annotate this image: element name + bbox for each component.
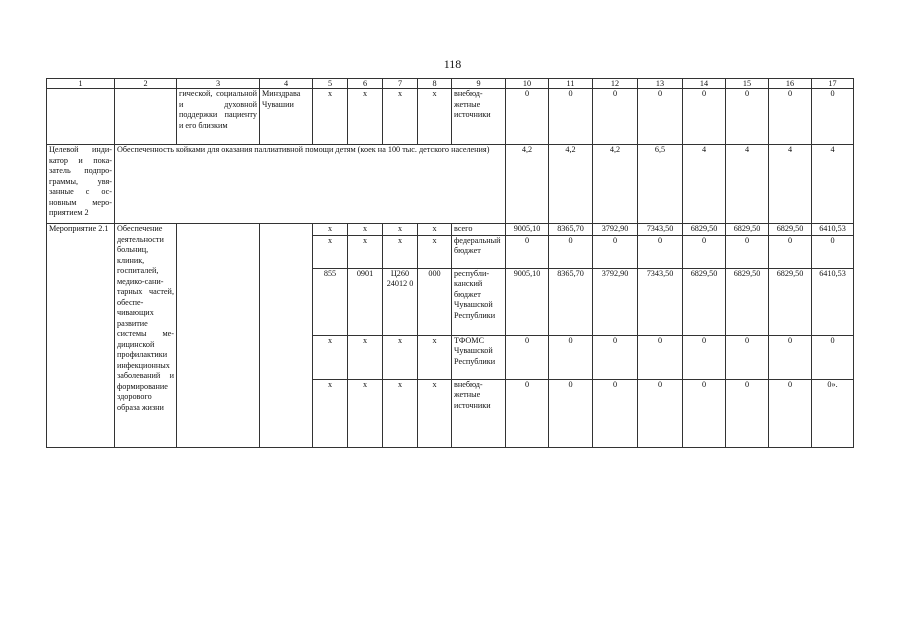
value-cell: 0 xyxy=(506,335,549,379)
column-header: 4 xyxy=(260,79,313,89)
value-cell: 0 xyxy=(726,89,769,145)
value-cell: 6829,50 xyxy=(726,268,769,335)
code-cell: х xyxy=(383,235,418,268)
value-cell: 6410,53 xyxy=(812,224,854,236)
code-cell: х xyxy=(348,224,383,236)
value-cell: 8365,70 xyxy=(549,268,593,335)
code-cell: х xyxy=(348,89,383,145)
value-cell: 0 xyxy=(726,335,769,379)
value-cell: 3792,90 xyxy=(593,268,638,335)
value-cell: 6410,53 xyxy=(812,268,854,335)
value-cell: 0 xyxy=(506,89,549,145)
column-header: 11 xyxy=(549,79,593,89)
column-header: 17 xyxy=(812,79,854,89)
value-cell: 0». xyxy=(812,379,854,447)
value-cell: 0 xyxy=(812,235,854,268)
measure-label: Мероприятие 2.1 xyxy=(47,224,115,448)
column-header: 5 xyxy=(313,79,348,89)
source-cell: внебюджетные источники xyxy=(452,89,506,145)
column-header: 7 xyxy=(383,79,418,89)
code-cell: 0901 xyxy=(348,268,383,335)
value-cell: 0 xyxy=(769,235,812,268)
value-cell: 6829,50 xyxy=(769,268,812,335)
value-cell: 0 xyxy=(549,379,593,447)
source-cell: всего xyxy=(452,224,506,236)
value-cell: 0 xyxy=(769,89,812,145)
source-cell: ТФОМС Чувашской Республики xyxy=(452,335,506,379)
value-cell: 4,2 xyxy=(506,145,549,224)
table-row xyxy=(47,224,854,236)
page-number: 118 xyxy=(443,57,462,71)
value-cell: 9005,10 xyxy=(506,268,549,335)
value-cell: 4,2 xyxy=(549,145,593,224)
value-cell: 4 xyxy=(769,145,812,224)
column-header: 16 xyxy=(769,79,812,89)
code-cell: х xyxy=(383,335,418,379)
value-cell: 0 xyxy=(638,335,683,379)
source-cell: республиканский бюджет Чувашской Республики xyxy=(452,268,506,335)
code-cell: х xyxy=(383,89,418,145)
value-cell: 4 xyxy=(812,145,854,224)
code-cell: 855 xyxy=(313,268,348,335)
value-cell: 0 xyxy=(506,379,549,447)
source-cell: федеральный бюджет xyxy=(452,235,506,268)
code-cell: х xyxy=(383,379,418,447)
column-header: 6 xyxy=(348,79,383,89)
table-row xyxy=(47,89,854,145)
column-header: 2 xyxy=(115,79,177,89)
measure-name: Обеспечение деятельности больниц, клиник, госпиталей, медико-санитарных частей, обеспечивающих развитие системы медицинской профилактики инфекционных заболеваний и формирование здорового образа жизни xyxy=(115,224,177,448)
value-cell: 0 xyxy=(549,335,593,379)
code-cell: х xyxy=(418,379,452,447)
value-cell: 0 xyxy=(726,379,769,447)
value-cell: 0 xyxy=(593,379,638,447)
cont-col3: гической, социальной и духовной поддержки пациенту и его близким xyxy=(177,89,260,145)
value-cell: 0 xyxy=(593,235,638,268)
value-cell: 6829,50 xyxy=(769,224,812,236)
cont-executor: Минздрава Чувашии xyxy=(260,89,313,145)
column-header: 12 xyxy=(593,79,638,89)
code-cell: х xyxy=(418,235,452,268)
value-cell: 0 xyxy=(769,379,812,447)
measure-col3 xyxy=(177,224,260,448)
measure-executor xyxy=(260,224,313,448)
code-cell: х xyxy=(313,89,348,145)
value-cell: 0 xyxy=(638,89,683,145)
code-cell: х xyxy=(418,224,452,236)
value-cell: 0 xyxy=(549,235,593,268)
code-cell: х xyxy=(348,235,383,268)
code-cell: х xyxy=(313,335,348,379)
value-cell: 0 xyxy=(812,89,854,145)
value-cell: 8365,70 xyxy=(549,224,593,236)
column-header: 14 xyxy=(683,79,726,89)
value-cell: 0 xyxy=(683,89,726,145)
value-cell: 0 xyxy=(726,235,769,268)
value-cell: 7343,50 xyxy=(638,224,683,236)
column-header: 3 xyxy=(177,79,260,89)
value-cell: 9005,10 xyxy=(506,224,549,236)
value-cell: 4 xyxy=(726,145,769,224)
code-cell: х xyxy=(383,224,418,236)
value-cell: 0 xyxy=(638,379,683,447)
value-cell: 0 xyxy=(549,89,593,145)
code-cell: х xyxy=(348,379,383,447)
value-cell: 4 xyxy=(683,145,726,224)
budget-table xyxy=(46,78,854,448)
value-cell: 4,2 xyxy=(593,145,638,224)
column-header: 13 xyxy=(638,79,683,89)
value-cell: 0 xyxy=(683,335,726,379)
code-cell: Ц260 24012 0 xyxy=(383,268,418,335)
code-cell: 000 xyxy=(418,268,452,335)
code-cell: х xyxy=(348,335,383,379)
value-cell: 0 xyxy=(506,235,549,268)
value-cell: 0 xyxy=(638,235,683,268)
value-cell: 0 xyxy=(593,335,638,379)
column-header: 9 xyxy=(452,79,506,89)
column-header: 15 xyxy=(726,79,769,89)
value-cell: 0 xyxy=(812,335,854,379)
indicator-row xyxy=(47,145,854,224)
code-cell: х xyxy=(313,379,348,447)
value-cell: 3792,90 xyxy=(593,224,638,236)
value-cell: 6,5 xyxy=(638,145,683,224)
source-cell: внебюджетные источники xyxy=(452,379,506,447)
column-header: 10 xyxy=(506,79,549,89)
value-cell: 0 xyxy=(769,335,812,379)
column-header-row xyxy=(47,79,854,89)
code-cell: х xyxy=(313,235,348,268)
value-cell: 0 xyxy=(683,235,726,268)
indicator-label: Целевой индикатор и показатель подпрограммы, увязанные с основным мероприятием 2 xyxy=(47,145,115,224)
value-cell: 6829,50 xyxy=(683,224,726,236)
code-cell: х xyxy=(418,335,452,379)
code-cell: х xyxy=(418,89,452,145)
value-cell: 6829,50 xyxy=(726,224,769,236)
column-header: 8 xyxy=(418,79,452,89)
indicator-text: Обеспеченность койками для оказания паллиативной помощи детям (коек на 100 тыс. детского населения) xyxy=(115,145,506,224)
column-header: 1 xyxy=(47,79,115,89)
value-cell: 0 xyxy=(593,89,638,145)
value-cell: 7343,50 xyxy=(638,268,683,335)
code-cell: х xyxy=(313,224,348,236)
value-cell: 6829,50 xyxy=(683,268,726,335)
value-cell: 0 xyxy=(683,379,726,447)
